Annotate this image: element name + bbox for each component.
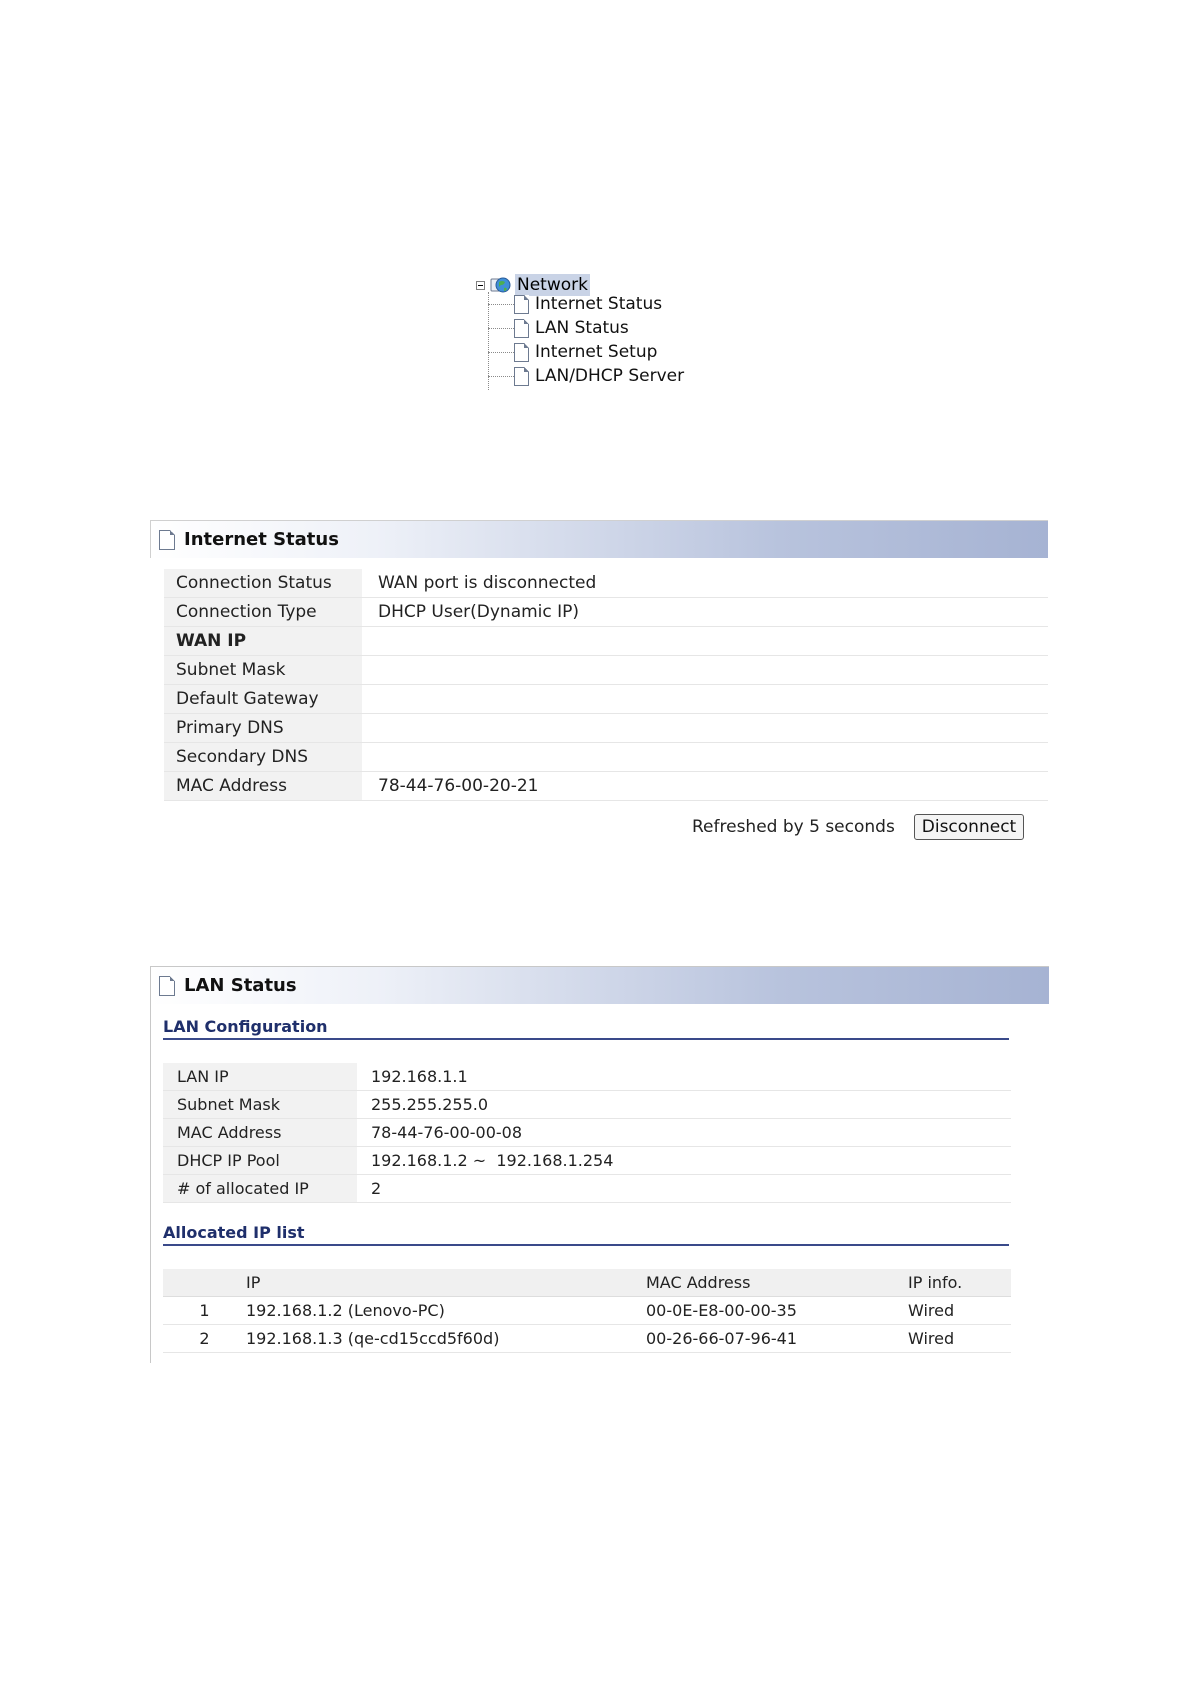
cell-mac: 00-0E-E8-00-00-35 bbox=[646, 1297, 908, 1325]
row-value bbox=[362, 743, 1048, 772]
document-icon bbox=[159, 530, 175, 550]
row-label: WAN IP bbox=[164, 627, 362, 656]
cell-ip: 192.168.1.3 (qe-cd15ccd5f60d) bbox=[246, 1325, 646, 1353]
disconnect-button[interactable]: Disconnect bbox=[914, 814, 1024, 840]
row-label: LAN IP bbox=[163, 1063, 357, 1091]
tree-item-label[interactable]: Internet Setup bbox=[535, 342, 658, 362]
row-label: Connection Status bbox=[164, 569, 362, 598]
row-label: Primary DNS bbox=[164, 714, 362, 743]
row-value: DHCP User(Dynamic IP) bbox=[362, 598, 1048, 627]
panel-header bbox=[151, 967, 1049, 1004]
table-row bbox=[164, 627, 1048, 656]
row-label: Default Gateway bbox=[164, 685, 362, 714]
network-tree-menu bbox=[476, 272, 736, 392]
table-row bbox=[164, 685, 1048, 714]
row-label: DHCP IP Pool bbox=[163, 1147, 357, 1175]
row-value bbox=[362, 714, 1048, 743]
collapse-icon[interactable] bbox=[476, 281, 485, 290]
table-row bbox=[163, 1091, 1011, 1119]
document-icon bbox=[514, 295, 529, 314]
row-label: Secondary DNS bbox=[164, 743, 362, 772]
document-icon bbox=[514, 319, 529, 338]
row-label: # of allocated IP bbox=[163, 1175, 357, 1203]
panel-header bbox=[150, 521, 1048, 558]
internet-status-table bbox=[164, 569, 1048, 801]
row-label: Subnet Mask bbox=[163, 1091, 357, 1119]
cell-mac: 00-26-66-07-96-41 bbox=[646, 1325, 908, 1353]
column-header-ip-info: IP info. bbox=[908, 1269, 1011, 1297]
column-header-index bbox=[163, 1269, 246, 1297]
row-value bbox=[362, 627, 1048, 656]
table-row bbox=[163, 1119, 1011, 1147]
row-value: 2 bbox=[357, 1175, 1011, 1203]
panel-title: Internet Status bbox=[184, 529, 339, 550]
table-row bbox=[164, 743, 1048, 772]
cell-ip-info: Wired bbox=[908, 1325, 1011, 1353]
internet-status-panel bbox=[150, 520, 1048, 837]
cell-ip-info: Wired bbox=[908, 1297, 1011, 1325]
allocated-ip-list-heading: Allocated IP list bbox=[163, 1223, 1009, 1246]
internet-status-footer bbox=[150, 812, 1048, 842]
refresh-status-text: Refreshed by 5 seconds bbox=[692, 817, 895, 837]
tree-item-label[interactable]: LAN Status bbox=[535, 318, 629, 338]
table-row bbox=[164, 569, 1048, 598]
cell-index: 2 bbox=[163, 1325, 246, 1353]
row-value: 255.255.255.0 bbox=[357, 1091, 1011, 1119]
row-label: MAC Address bbox=[163, 1119, 357, 1147]
tree-item-lan-status[interactable] bbox=[488, 316, 629, 340]
row-value bbox=[362, 685, 1048, 714]
row-label: Subnet Mask bbox=[164, 656, 362, 685]
cell-ip: 192.168.1.2 (Lenovo-PC) bbox=[246, 1297, 646, 1325]
lan-configuration-heading: LAN Configuration bbox=[163, 1017, 1009, 1040]
tree-item-internet-status[interactable] bbox=[488, 292, 662, 316]
table-header-row bbox=[163, 1269, 1011, 1297]
row-value: 192.168.1.1 bbox=[357, 1063, 1011, 1091]
document-icon bbox=[514, 367, 529, 386]
tree-item-internet-setup[interactable] bbox=[488, 340, 657, 364]
tree-item-label[interactable]: Internet Status bbox=[535, 294, 663, 314]
panel-title: LAN Status bbox=[184, 975, 297, 996]
row-value bbox=[362, 656, 1048, 685]
table-row bbox=[163, 1175, 1011, 1203]
table-row bbox=[163, 1297, 1011, 1325]
row-value: 78-44-76-00-00-08 bbox=[357, 1119, 1011, 1147]
tree-node-network-label[interactable]: Network bbox=[517, 275, 588, 295]
table-row bbox=[164, 772, 1048, 801]
lan-status-panel bbox=[150, 966, 1049, 1363]
table-row bbox=[164, 714, 1048, 743]
table-row bbox=[164, 598, 1048, 627]
row-label: MAC Address bbox=[164, 772, 362, 801]
table-row bbox=[163, 1063, 1011, 1091]
column-header-mac: MAC Address bbox=[646, 1269, 908, 1297]
row-value: 192.168.1.2 ~ 192.168.1.254 bbox=[357, 1147, 1011, 1175]
tree-item-lan-dhcp-server[interactable] bbox=[488, 364, 684, 388]
row-value: 78-44-76-00-20-21 bbox=[362, 772, 1048, 801]
document-icon bbox=[514, 343, 529, 362]
column-header-ip: IP bbox=[246, 1269, 646, 1297]
table-row bbox=[163, 1325, 1011, 1353]
row-value: WAN port is disconnected bbox=[362, 569, 1048, 598]
document-icon bbox=[159, 976, 175, 996]
tree-item-label[interactable]: LAN/DHCP Server bbox=[535, 366, 685, 386]
table-row bbox=[163, 1147, 1011, 1175]
table-row bbox=[164, 656, 1048, 685]
cell-index: 1 bbox=[163, 1297, 246, 1325]
lan-configuration-table bbox=[163, 1063, 1011, 1203]
row-label: Connection Type bbox=[164, 598, 362, 627]
allocated-ip-table bbox=[163, 1269, 1011, 1353]
